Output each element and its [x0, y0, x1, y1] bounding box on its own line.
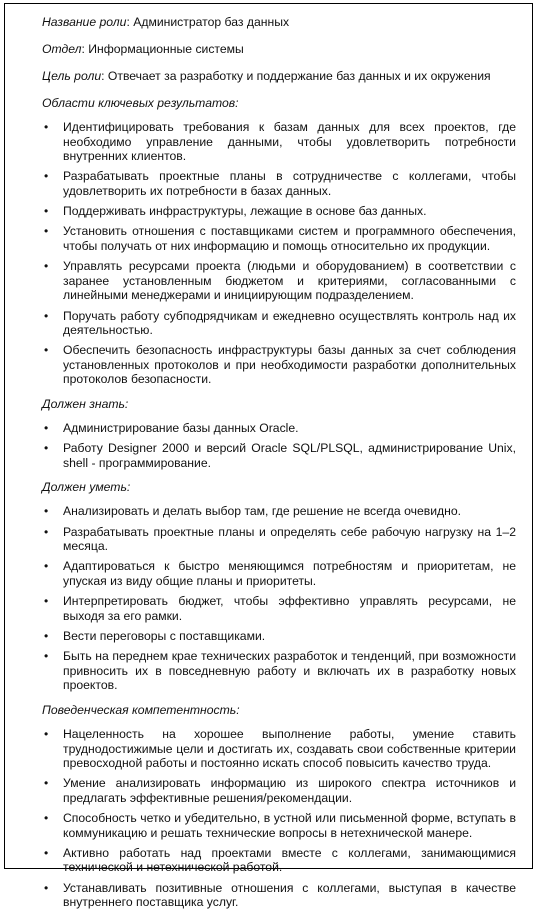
list-item: • Работу Designer 2000 и версий Oracle SQL/PLSQL, администрирование Unix, shell - программирование.: [42, 441, 516, 470]
document-frame: [4, 3, 533, 910]
role-name-value: : Администратор баз данных: [126, 15, 290, 29]
key-results-list: [42, 120, 516, 387]
must-know-list: [42, 421, 516, 470]
list-item: • Обеспечить безопасность инфраструктуры базы данных за счет соблюдения установленных протоколов и при необходимости разработки дополнительных протоколов безопасности.: [42, 343, 516, 387]
behavioral-list: [42, 727, 516, 910]
role-goal-label: Цель роли: [42, 69, 102, 83]
list-item: • Поручать работу субподрядчикам и ежедневно осуществлять контроль над их деятельностью.: [42, 309, 516, 338]
list-item: • Установить отношения с поставщиками систем и программного обеспечения, чтобы получать от них информацию и помощь относительно их продукции.: [42, 224, 516, 253]
department-label: Отдел: [42, 42, 82, 56]
department-line: [42, 42, 516, 57]
section-title-key-results: Области ключевых результатов:: [42, 96, 239, 110]
list-item: • Управлять ресурсами проекта (людьми и оборудованием) в соответствии с заранее установленным бюджетом и критериями, согласованными с линейными менеджерами и инициирующим подразделением.: [42, 259, 516, 303]
role-name-line: [42, 15, 516, 30]
list-item: • Идентифицировать требования к базам данных для всех проектов, где необходимо управление данными, чтобы удовлетворить потребности внутренних клиентов.: [42, 120, 516, 164]
must-be-able-list: [42, 504, 516, 693]
list-item: • Интерпретировать бюджет, чтобы эффективно управлять ресурсами, не выходя за его рамки.: [42, 594, 516, 623]
list-item: • Умение анализировать информацию из широкого спектра источников и предлагать эффективные решения/рекомендации.: [42, 776, 516, 805]
role-goal-line: [42, 69, 516, 84]
section-title-behavioral: Поведенческая компетентность:: [42, 702, 240, 717]
list-item: • Администрирование базы данных Oracle.: [42, 421, 516, 436]
section-title-must-be-able: Должен уметь:: [42, 480, 131, 495]
list-item: • Устанавливать позитивные отношения с коллегами, выступая в качестве внутреннего поставщика услуг.: [42, 881, 516, 910]
section-title-must-know: Должен знать:: [42, 397, 129, 412]
list-item: • Активно работать над проектами вместе с коллегами, занимающимися технической и нетехнической работой.: [42, 846, 516, 875]
role-name-label: Название роли: [42, 15, 127, 29]
list-item: • Разрабатывать проектные планы в сотрудничестве с коллегами, чтобы удовлетворить их потребности в базах данных.: [42, 169, 516, 198]
list-item: • Поддерживать инфраструктуры, лежащие в основе баз данных.: [42, 204, 516, 219]
list-item: • Адаптироваться к быстро меняющимся потребностям и приоритетам, не упуская из виду общие планы и приоритеты.: [42, 559, 516, 588]
document-content: [5, 4, 532, 910]
list-item: • Способность четко и убедительно, в устной или письменной форме, вступать в коммуникацию и решать технические вопросы в нетехнической манере.: [42, 811, 516, 840]
list-item: • Вести переговоры с поставщиками.: [42, 629, 516, 644]
list-item: • Нацеленность на хорошее выполнение работы, умение ставить труднодостижимые цели и достигать их, создавать свои собственные критерии превосходной работы и постоянно искать способ повысить качество труда.: [42, 727, 516, 771]
role-goal-value: : Отвечает за разработку и поддержание баз данных и их окружения: [101, 69, 491, 83]
list-item: • Разрабатывать проектные планы и определять себе рабочую нагрузку на 1–2 месяца.: [42, 525, 516, 554]
list-item: • Анализировать и делать выбор там, где решение не всегда очевидно.: [42, 504, 516, 519]
list-item: • Быть на переднем крае технических разработок и тенденций, при возможности привносить их в повседневную работу и включать их в разработку новых проектов.: [42, 649, 516, 693]
department-value: : Информационные системы: [81, 42, 244, 56]
